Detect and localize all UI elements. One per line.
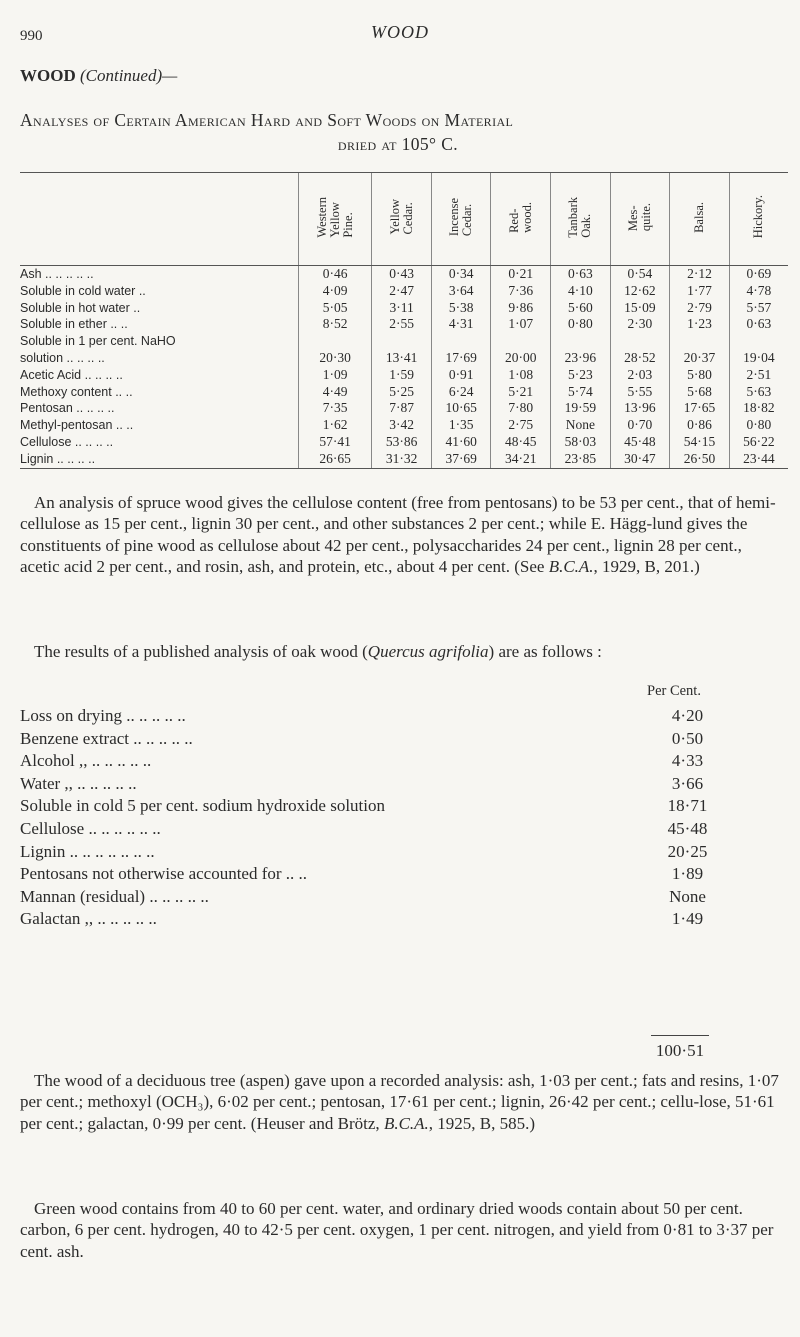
total-rule xyxy=(651,1035,709,1036)
column-header: Western Yellow Pine. xyxy=(299,173,372,266)
section-heading xyxy=(20,66,177,86)
table-cell: 19·59 xyxy=(551,400,611,417)
paragraph-green-wood: Green wood contains from 40 to 60 per cent. water, and ordinary dried woods contain about 50 per cent. carbon, 6 per cent. hydrogen, 40 to 42·5 per cent. oxygen, 1 per cent. nitrogen, and yield from 0·81 to 3·37 per cent. ash. xyxy=(20,1199,774,1261)
table-cell: 0·69 xyxy=(729,266,788,283)
table-row xyxy=(20,316,788,333)
table-row xyxy=(20,367,788,384)
table-cell: 20·00 xyxy=(491,350,551,367)
item-value: 3·66 xyxy=(671,773,704,793)
unit-label: Per Cent. xyxy=(647,683,701,699)
table-cell xyxy=(551,333,611,350)
table-cell: 8·52 xyxy=(299,316,372,333)
table-cell xyxy=(729,333,788,350)
table-cell: 31·32 xyxy=(372,451,432,468)
table-cell: 5·57 xyxy=(729,300,788,317)
table-cell: 10·65 xyxy=(431,400,491,417)
item-label: Loss on drying .. .. .. .. .. xyxy=(20,706,186,725)
table-cell: 1·07 xyxy=(491,316,551,333)
table-row xyxy=(20,266,788,283)
text-run: ) are as follows : xyxy=(488,642,602,661)
table-row xyxy=(20,283,788,300)
table-cell: 48·45 xyxy=(491,434,551,451)
table-cell: 5·55 xyxy=(610,384,670,401)
table-cell: 2·03 xyxy=(610,367,670,384)
table-cell: 58·03 xyxy=(551,434,611,451)
item-value: None xyxy=(669,886,706,906)
table-cell: 0·63 xyxy=(729,316,788,333)
table-cell: 7·36 xyxy=(491,283,551,300)
item-label: Lignin .. .. .. .. .. .. .. xyxy=(20,841,155,861)
table-cell: 0·21 xyxy=(491,266,551,283)
list-item xyxy=(20,819,780,841)
item-label: Cellulose .. .. .. .. .. .. xyxy=(20,819,161,838)
table-cell: 3·42 xyxy=(372,417,432,434)
item-value: 45·48 xyxy=(667,819,708,838)
column-header: Mes- quite. xyxy=(610,173,670,266)
table-row xyxy=(20,300,788,317)
table-cell: 3·11 xyxy=(372,300,432,317)
table-cell: 0·46 xyxy=(299,266,372,283)
table-cell xyxy=(431,333,491,350)
item-value: 0·50 xyxy=(671,728,704,748)
text-run: , 1929, B, 201.) xyxy=(593,556,700,576)
column-header: Incense Cedar. xyxy=(431,173,491,266)
item-value: 18·71 xyxy=(667,796,708,816)
item-value: 1·49 xyxy=(671,909,704,929)
table-cell: 5·21 xyxy=(491,384,551,401)
table-cell: 9·86 xyxy=(491,300,551,317)
table-cell: 18·82 xyxy=(729,400,788,417)
row-label: Lignin .. .. .. .. xyxy=(20,451,299,468)
table-cell: 1·08 xyxy=(491,367,551,384)
table-row xyxy=(20,333,788,350)
table-cell: 7·80 xyxy=(491,400,551,417)
table-cell: 13·41 xyxy=(372,350,432,367)
table-cell: 37·69 xyxy=(431,451,491,468)
table-cell: 6·24 xyxy=(431,384,491,401)
header-blank xyxy=(20,173,299,266)
table-cell: 12·62 xyxy=(610,283,670,300)
text-run: The wood of a deciduous tree (aspen) gave upon a recorded analysis: ash, 1·03 per cent.; fats and resins, 1·07 per cent.; methoxyl (OCH₃), 6·02 per cent.; pentosan, 17·61 per cent.; lignin, 26·42 per cent.; cellu-lose, 51·61 per cent.; galactan, 0·99 per cent. (Heuser and Brötz, xyxy=(20,1071,779,1133)
table-cell: 2·47 xyxy=(372,283,432,300)
table-cell: 23·44 xyxy=(729,451,788,468)
table-cell: 5·25 xyxy=(372,384,432,401)
table-cell: 20·37 xyxy=(670,350,730,367)
table-cell: 26·65 xyxy=(299,451,372,468)
row-label: Ash .. .. .. .. .. xyxy=(20,267,94,281)
table-cell: 1·23 xyxy=(670,316,730,333)
item-value: 4·33 xyxy=(671,751,704,771)
table-cell: 5·05 xyxy=(299,300,372,317)
paragraph-oak xyxy=(20,641,780,662)
table-cell: 5·80 xyxy=(670,367,730,384)
list-item xyxy=(20,751,780,773)
table-cell: 0·86 xyxy=(670,417,730,434)
table-cell: 57·41 xyxy=(299,434,372,451)
paragraph-spruce xyxy=(20,492,780,577)
row-label: Soluble in ether .. .. xyxy=(20,317,128,332)
text-run: , 1925, B, 585.) xyxy=(428,1113,536,1133)
item-label: Alcohol ,, .. .. .. .. .. xyxy=(20,751,152,771)
table-cell: 4·78 xyxy=(729,283,788,300)
section-continued: (Continued)— xyxy=(79,66,178,85)
item-label: Pentosans not otherwise accounted for .. .. xyxy=(20,864,308,884)
row-label: Pentosan .. .. .. .. xyxy=(20,401,115,416)
section-title: WOOD xyxy=(20,66,76,85)
citation: B.C.A. xyxy=(548,556,594,576)
table-cell: 7·35 xyxy=(299,400,372,417)
table-cell: 41·60 xyxy=(431,434,491,451)
table-cell: 0·80 xyxy=(729,417,788,434)
table-cell: 54·15 xyxy=(670,434,730,451)
table-row xyxy=(20,417,788,434)
table-title-line1: Analyses of Certain American Hard and Soft Woods on Material xyxy=(20,110,514,130)
table-title-line2: dried at 105° C. xyxy=(337,134,459,154)
table-cell xyxy=(670,333,730,350)
list-item xyxy=(20,909,780,931)
list-item xyxy=(20,842,780,864)
item-label: Water ,, .. .. .. .. .. xyxy=(20,773,137,793)
list-item xyxy=(20,774,780,796)
column-header: Hickory. xyxy=(729,173,788,266)
table-cell: None xyxy=(551,417,611,434)
table-cell: 5·74 xyxy=(551,384,611,401)
row-label: Soluble in 1 per cent. NaHO xyxy=(20,334,176,349)
table-row xyxy=(20,434,788,451)
table-cell: 0·70 xyxy=(610,417,670,434)
species-name: Quercus agrifolia xyxy=(367,642,489,661)
table-cell: 17·65 xyxy=(670,400,730,417)
table-body xyxy=(20,266,788,469)
table-cell: 45·48 xyxy=(610,434,670,451)
table-cell: 0·43 xyxy=(372,266,432,283)
table-cell: 2·79 xyxy=(670,300,730,317)
column-header: Red- wood. xyxy=(491,173,551,266)
page-number: 990 xyxy=(20,28,43,44)
table-cell: 28·52 xyxy=(610,350,670,367)
table-cell xyxy=(372,333,432,350)
list-item xyxy=(20,706,780,728)
item-label: Benzene extract .. .. .. .. .. xyxy=(20,728,193,748)
wood-analysis-table xyxy=(20,172,788,469)
table-cell: 23·85 xyxy=(551,451,611,468)
table-cell: 2·75 xyxy=(491,417,551,434)
table-row xyxy=(20,400,788,417)
table-header-row xyxy=(20,173,788,266)
table-cell: 2·12 xyxy=(670,266,730,283)
column-header: Tanbark Oak. xyxy=(551,173,611,266)
running-title: WOOD xyxy=(371,22,429,42)
table-cell: 15·09 xyxy=(610,300,670,317)
table-cell: 7·87 xyxy=(372,400,432,417)
table-cell: 4·31 xyxy=(431,316,491,333)
table-cell: 17·69 xyxy=(431,350,491,367)
column-header: Balsa. xyxy=(670,173,730,266)
table-row xyxy=(20,384,788,401)
table-cell: 19·04 xyxy=(729,350,788,367)
item-label: Soluble in cold 5 per cent. sodium hydroxide solution xyxy=(20,796,385,816)
table-cell: 0·80 xyxy=(551,316,611,333)
table-cell: 23·96 xyxy=(551,350,611,367)
oak-total: 100·51 xyxy=(655,1041,705,1060)
table-cell: 0·63 xyxy=(551,266,611,283)
table-cell: 1·35 xyxy=(431,417,491,434)
table-cell xyxy=(610,333,670,350)
table-cell: 5·23 xyxy=(551,367,611,384)
row-label: Soluble in hot water .. xyxy=(20,300,141,315)
table-row xyxy=(20,350,788,367)
table-cell: 56·22 xyxy=(729,434,788,451)
table-cell: 1·77 xyxy=(670,283,730,300)
table-cell: 3·64 xyxy=(431,283,491,300)
table-row xyxy=(20,451,788,468)
table-cell xyxy=(491,333,551,350)
table-cell: 4·49 xyxy=(299,384,372,401)
table-cell: 53·86 xyxy=(372,434,432,451)
item-value: 20·25 xyxy=(667,841,708,861)
table-cell: 2·51 xyxy=(729,367,788,384)
row-label: Acetic Acid .. .. .. .. xyxy=(20,367,123,382)
table-cell: 1·62 xyxy=(299,417,372,434)
table-cell: 1·09 xyxy=(299,367,372,384)
table-cell: 20·30 xyxy=(299,350,372,367)
list-item xyxy=(20,729,780,751)
table-cell: 2·30 xyxy=(610,316,670,333)
table-cell: 5·60 xyxy=(551,300,611,317)
row-label: Soluble in cold water .. xyxy=(20,283,146,298)
table-cell: 5·63 xyxy=(729,384,788,401)
table-cell: 30·47 xyxy=(610,451,670,468)
paragraph-aspen xyxy=(20,1070,780,1134)
row-label: Cellulose .. .. .. .. xyxy=(20,434,114,449)
row-label: solution .. .. .. .. xyxy=(20,350,105,365)
table-cell: 34·21 xyxy=(491,451,551,468)
table-cell: 13·96 xyxy=(610,400,670,417)
column-header: Yellow Cedar. xyxy=(372,173,432,266)
list-item xyxy=(20,887,780,909)
table-cell: 5·38 xyxy=(431,300,491,317)
item-value: 4·20 xyxy=(671,706,704,725)
list-item xyxy=(20,796,780,818)
table-cell: 0·34 xyxy=(431,266,491,283)
text-run: The results of a published analysis of oak wood ( xyxy=(34,642,368,661)
table-cell: 1·59 xyxy=(372,367,432,384)
row-label: Methoxy content .. .. xyxy=(20,384,133,399)
table-cell: 0·54 xyxy=(610,266,670,283)
table-cell: 2·55 xyxy=(372,316,432,333)
table-title xyxy=(20,108,776,156)
table-cell xyxy=(299,333,372,350)
table-cell: 4·10 xyxy=(551,283,611,300)
item-value: 1·89 xyxy=(671,864,704,884)
item-label: Galactan ,, .. .. .. .. .. xyxy=(20,909,157,929)
list-item xyxy=(20,864,780,886)
row-label: Methyl-pentosan .. .. xyxy=(20,418,134,433)
table-cell: 4·09 xyxy=(299,283,372,300)
item-label: Mannan (residual) .. .. .. .. .. xyxy=(20,886,209,906)
table-cell: 0·91 xyxy=(431,367,491,384)
table-cell: 26·50 xyxy=(670,451,730,468)
text-run: An analysis of spruce wood gives the cellulose content (free from pentosans) to be 53 per cent., that of hemi-cellulose as 15 per cent., lignin 30 per cent., and other substances 2 per cent.; while E. Hägg-lund gives the constituents of pine wood as cellulose about 42 per cent., polysaccharides 24 per cent., lignin 28 per cent., acetic acid 2 per cent., and rosin, ash, and protein, etc., about 4 per cent. (See xyxy=(20,493,776,576)
table-cell: 5·68 xyxy=(670,384,730,401)
citation: B.C.A. xyxy=(383,1113,429,1133)
